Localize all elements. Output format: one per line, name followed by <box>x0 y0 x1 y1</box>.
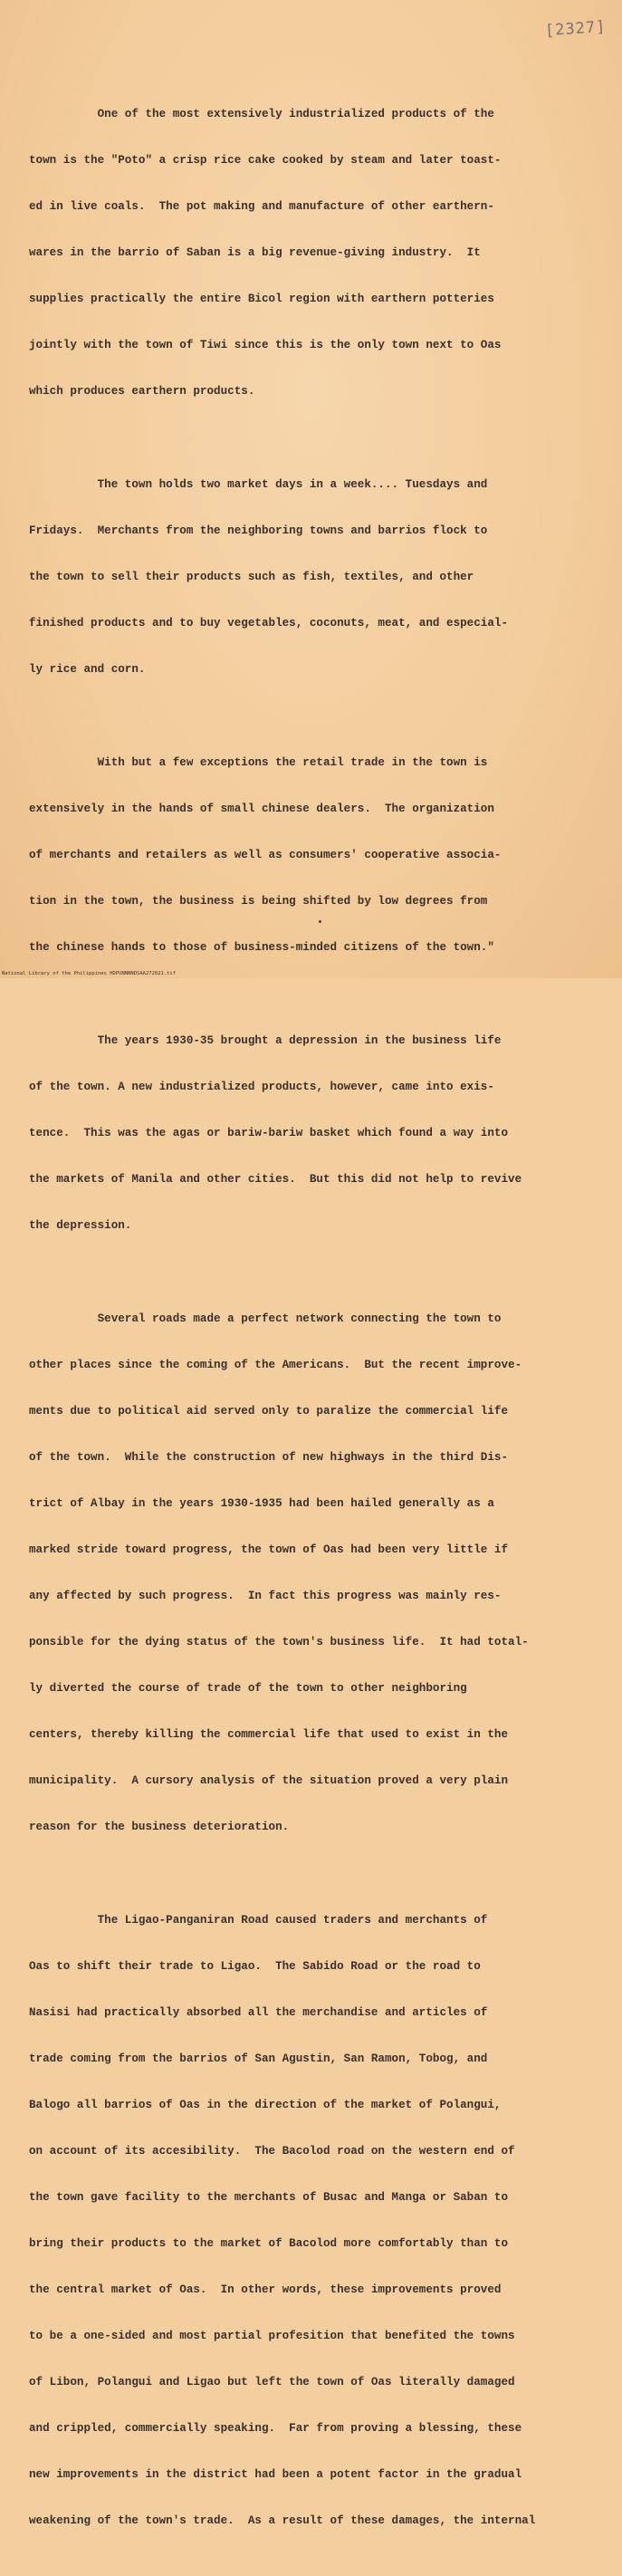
text-line: any affected by such progress. In fact this progress was mainly res- <box>29 1590 502 1602</box>
text-line: the chinese hands to those of business-minded citizens of the town." <box>29 941 494 954</box>
text-line: The Ligao-Panganiran Road caused traders and merchants of <box>29 1914 488 1927</box>
text-line: Fridays. Merchants from the neighboring towns and barrios flock to <box>29 524 488 537</box>
text-line: and crippled, commercially speaking. Far from proving a blessing, these <box>29 2422 522 2435</box>
text-line: of the town. A new industrialized products, however, came into exis- <box>29 1081 494 1093</box>
text-line: One of the most extensively industrialized products of the <box>29 108 494 120</box>
text-line: finished products and to buy vegetables, coconuts, meat, and especial- <box>29 617 509 630</box>
text-line: The years 1930-35 brought a depression in the business life <box>29 1034 502 1047</box>
text-line: Nasisi had practically absorbed all the merchandise and articles of <box>29 2006 488 2019</box>
text-line: the town gave facility to the merchants of Busac and Manga or Saban to <box>29 2191 509 2204</box>
text-line: of merchants and retailers as well as consumers' cooperative associa- <box>29 849 502 861</box>
paragraph-3 <box>29 725 608 986</box>
text-line: The town holds two market days in a week.... Tuesdays and <box>29 478 488 491</box>
archive-footer: National Library of the Philippines HDPUNNNNDSAA272021.tif <box>2 971 177 976</box>
text-line: tence. This was the agas or bariw-bariw basket which found a way into <box>29 1127 509 1139</box>
page-number: [2327] <box>543 17 607 41</box>
text-line: the central market of Oas. In other words, these improvements proved <box>29 2283 502 2296</box>
text-line: ly diverted the course of trade of the town to other neighboring <box>29 1682 467 1695</box>
text-line: municipality. A cursory analysis of the situation proved a very plain <box>29 1774 509 1787</box>
paragraph-6 <box>29 1882 608 2560</box>
text-line: the markets of Manila and other cities. But this did not help to revive <box>29 1173 522 1186</box>
document-body <box>29 76 608 2576</box>
text-line: supplies practically the entire Bicol region with earthern potteries <box>29 293 494 305</box>
text-line: Oas to shift their trade to Ligao. The Sabido Road or the road to <box>29 1960 481 1973</box>
text-line: tion in the town, the business is being shifted by low degrees from <box>29 895 488 908</box>
text-line: the depression. <box>29 1219 132 1232</box>
text-line: Several roads made a perfect network connecting the town to <box>29 1312 502 1325</box>
text-line: trict of Albay in the years 1930-1935 had been hailed generally as a <box>29 1497 494 1510</box>
text-line: extensively in the hands of small chinese dealers. The organization <box>29 803 494 815</box>
text-line: of Libon, Polangui and Ligao but left the town of Oas literally damaged <box>29 2376 515 2389</box>
text-line: which produces earthern products. <box>29 385 255 398</box>
text-line: new improvements in the district had been a potent factor in the gradual <box>29 2468 522 2481</box>
text-line: Balogo all barrios of Oas in the direction of the market of Polangui, <box>29 2099 502 2111</box>
text-line: bring their products to the market of Bacolod more comfortably than to <box>29 2237 509 2250</box>
text-line: marked stride toward progress, the town of Oas had been very little if <box>29 1543 509 1556</box>
paragraph-5 <box>29 1281 608 1866</box>
text-line: to be a one-sided and most partial profesition that benefited the towns <box>29 2330 515 2342</box>
paragraph-2 <box>29 447 608 708</box>
text-line: wares in the barrio of Saban is a big revenue-giving industry. It <box>29 246 481 259</box>
text-line: other places since the coming of the Americans. But the recent improve- <box>29 1359 522 1371</box>
text-line: With but a few exceptions the retail trade in the town is <box>29 756 488 769</box>
text-line: trade coming from the barrios of San Agustin, San Ramon, Tobog, and <box>29 2052 488 2065</box>
ink-dot <box>319 920 321 923</box>
text-line: the town to sell their products such as fish, textiles, and other <box>29 571 474 583</box>
text-line: ed in live coals. The pot making and manufacture of other earthern- <box>29 200 494 213</box>
text-line: on account of its accesibility. The Bacolod road on the western end of <box>29 2145 515 2158</box>
text-line: ments due to political aid served only to paralize the commercial life <box>29 1405 509 1418</box>
text-line: weakening of the town's trade. As a result of these damages, the internal <box>29 2514 536 2527</box>
paragraph-1 <box>29 76 608 430</box>
text-line: ponsible for the dying status of the town's business life. It had total- <box>29 1636 529 1648</box>
paragraph-4 <box>29 1003 608 1264</box>
text-line: reason for the business deterioration. <box>29 1821 290 1833</box>
text-line: centers, thereby killing the commercial life that used to exist in the <box>29 1728 509 1741</box>
text-line: jointly with the town of Tiwi since this is the only town next to Oas <box>29 339 502 351</box>
text-line: town is the "Poto" a crisp rice cake cooked by steam and later toast- <box>29 154 502 167</box>
text-line: ly rice and corn. <box>29 663 146 676</box>
text-line: of the town. While the construction of new highways in the third Dis- <box>29 1451 509 1464</box>
